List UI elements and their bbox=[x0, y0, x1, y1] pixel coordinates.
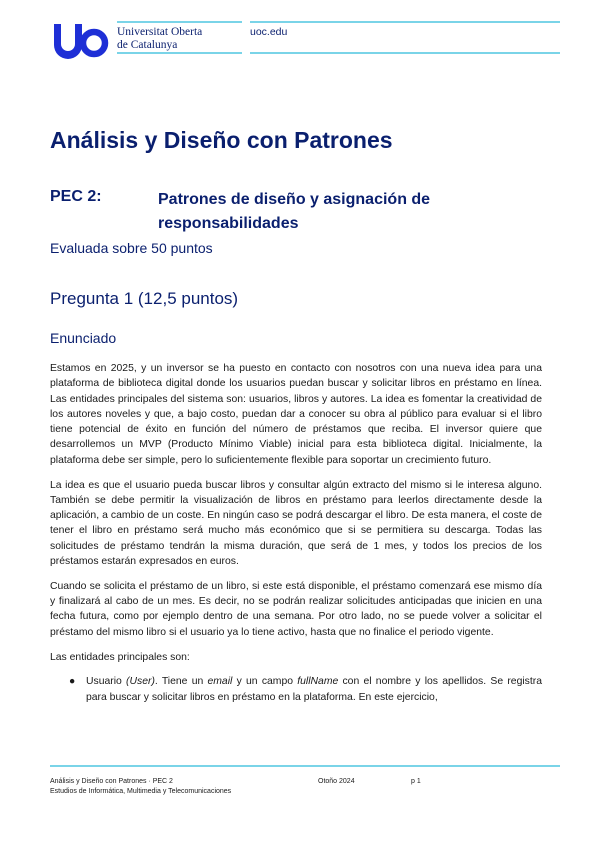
list-item: ● Usuario (User). Tiene un email y un campo fullName con el nombre y los apellidos. Se registra para buscar y solicitar libros en préstamo en la plataforma. En este ejercicio, bbox=[69, 676, 542, 703]
evaluation-note: Evaluada sobre 50 puntos bbox=[50, 240, 213, 256]
bullet-icon: ● bbox=[69, 676, 76, 688]
statement-body bbox=[50, 361, 542, 705]
university-url[interactable]: uoc.edu bbox=[250, 26, 288, 38]
document-title: Análisis y Diseño con Patrones bbox=[50, 127, 393, 153]
paragraph: La idea es que el usuario pueda buscar libros y consultar algún extracto del mismo si le interesa alguno. También se debe permitir la visualización de libros en préstamo para leerlos directamente desde la aplicación, a cambio de un coste. En ningún caso se podrá descargar el libro. De esta manera, el coste de tener el libro en préstamo será mucho más económico que si se permitiera su descarga. Todas las solicitudes de préstamo tendrán la misma duración, que será de 1 mes, y todos los precios de los préstamos estarán expresados en euros. bbox=[50, 479, 542, 568]
page-header bbox=[0, 0, 600, 75]
entity-list bbox=[50, 674, 542, 705]
pec-title: Patrones de diseño y asignación de responsabilidades bbox=[158, 191, 431, 232]
footer-course bbox=[50, 777, 231, 797]
question-heading: Pregunta 1 (12,5 puntos) bbox=[50, 289, 239, 308]
header-rule bbox=[250, 21, 560, 23]
statement-heading: Enunciado bbox=[50, 330, 117, 346]
header-rule bbox=[117, 21, 242, 23]
university-line-1: Universitat Oberta bbox=[117, 26, 203, 38]
header-rule bbox=[117, 52, 242, 54]
paragraph: Las entidades principales son: bbox=[50, 651, 190, 663]
paragraph: Estamos en 2025, y un inversor se ha puesto en contacto con nosotros con una nueva idea para una plataforma de biblioteca digital donde los usuarios puedan buscar y solicitar libros en préstamo en línea. Las entidades principales del sistema son: usuarios, libros y autores. La idea es fomentar la creatividad de los autores noveles y que, a bajo costo, puedan dar a conocer su obra al público para evaluar si el libro tiene potencial de éxito en función del número de préstamos que reciba. El inversor quiere que desarrollemos un MVP (Producto Mínimo Viable) inicial para esta biblioteca digital. Inicialmente, la plataforma debe ser simple, pero lo suficientemente flexible para soportar un crecimiento futuro. bbox=[50, 363, 542, 466]
footer-date: Otoño 2024 bbox=[318, 778, 355, 785]
footer-course-line-1: Análisis y Diseño con Patrones · PEC 2 bbox=[50, 778, 173, 785]
pec-label: PEC 2: bbox=[50, 188, 102, 205]
header-rule bbox=[250, 52, 560, 54]
university-name bbox=[117, 26, 202, 52]
university-line-2: de Catalunya bbox=[117, 39, 178, 51]
footer-course-line-2: Estudios de Informática, Multimedia y Telecomunicaciones bbox=[50, 788, 232, 795]
paragraph: Cuando se solicita el préstamo de un libro, si este está disponible, el préstamo comenzará ese mismo día y finalizará al cabo de un mes. Es decir, no se podrán realizar solicitudes anticipadas que inicien en una fecha futura, como por ejemplo dentro de una semana. Por otro lado, no se puede volver a solicitar el préstamo del mismo libro si el usuario ya lo tiene activo, hasta que no finalice el periodo vigente. bbox=[50, 580, 542, 638]
footer-rule bbox=[50, 765, 560, 767]
footer-page-number: p 1 bbox=[411, 778, 421, 785]
uoc-logo bbox=[52, 22, 112, 62]
